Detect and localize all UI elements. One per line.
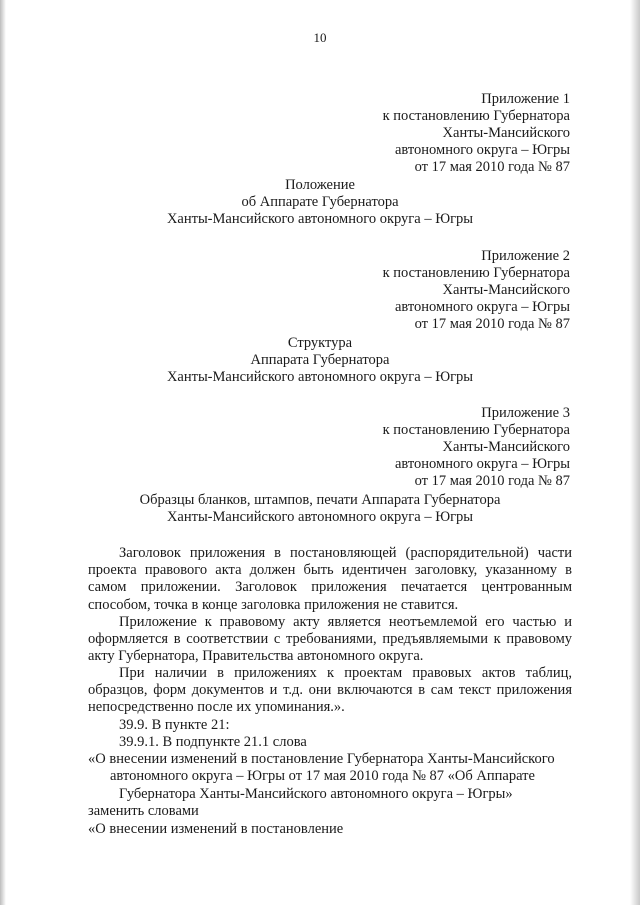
appendix3-line: автономного округа – Югры	[394, 456, 570, 472]
appendix1-date: от 17 мая 2010 года № 87	[414, 159, 570, 175]
quote-line: «О внесении изменений в постановление Губернатора Ханты-Мансийского	[88, 751, 555, 767]
scan-edge-right	[630, 0, 640, 905]
item-39-9-1: 39.9.1. В подпункте 21.1 слова	[119, 734, 307, 750]
heading1-line: об Аппарате Губернатора	[241, 194, 399, 210]
appendix2-title: Приложение 2	[481, 248, 570, 264]
quote-line: Губернатора Ханты-Мансийского автономного округа – Югры»	[119, 786, 513, 802]
body-paragraph: При наличии в приложениях к проектам правовых актов таблиц, образцов, форм документов и т.д. они включаются в сам текст приложения непосредственно после их упоминания.».	[88, 665, 572, 716]
heading1-line: Ханты-Мансийского автономного округа – Югры	[166, 211, 474, 227]
appendix3-title: Приложение 3	[481, 405, 570, 421]
appendix2-line: Ханты-Мансийского	[442, 282, 570, 298]
appendix1-line: Ханты-Мансийского	[442, 125, 570, 141]
heading3-line: Ханты-Мансийского автономного округа – Югры	[166, 509, 474, 525]
heading3-line: Образцы бланков, штампов, печати Аппарата Губернатора	[139, 492, 501, 508]
quote-line: «О внесении изменений в постановление	[88, 821, 344, 837]
appendix1-line: к постановлению Губернатора	[382, 108, 570, 124]
appendix1-title: Приложение 1	[481, 91, 570, 107]
item-39-9: 39.9. В пункте 21:	[119, 717, 230, 733]
heading2-line: Ханты-Мансийского автономного округа – Югры	[166, 369, 474, 385]
quote-line: автономного округа – Югры от 17 мая 2010 года № 87 «Об Аппарате	[110, 768, 535, 784]
body-paragraph: Приложение к правовому акту является неотъемлемой его частью и оформляется в соответствии с требованиями, предъявляемыми к правовому акту Губернатора, Правительства автономного округа.	[88, 614, 572, 665]
heading2-line: Структура	[287, 335, 353, 351]
appendix3-date: от 17 мая 2010 года № 87	[414, 473, 570, 489]
scan-edge-left	[0, 0, 6, 905]
heading1-line: Положение	[285, 177, 355, 193]
body-paragraph: Заголовок приложения в постановляющей (распорядительной) части проекта правового акта должен быть идентичен заголовку, указанному в самом приложении. Заголовок приложения печатается центрованным способом, точка в конце заголовка приложения не ставится.	[88, 545, 572, 613]
heading2-line: Аппарата Губернатора	[250, 352, 390, 368]
appendix2-line: автономного округа – Югры	[394, 299, 570, 315]
appendix2-date: от 17 мая 2010 года № 87	[414, 316, 570, 332]
appendix3-line: к постановлению Губернатора	[382, 422, 570, 438]
page-number: 10	[313, 30, 327, 45]
appendix1-line: автономного округа – Югры	[394, 142, 570, 158]
replace-text: заменить словами	[88, 803, 199, 819]
appendix3-line: Ханты-Мансийского	[442, 439, 570, 455]
appendix2-line: к постановлению Губернатора	[382, 265, 570, 281]
